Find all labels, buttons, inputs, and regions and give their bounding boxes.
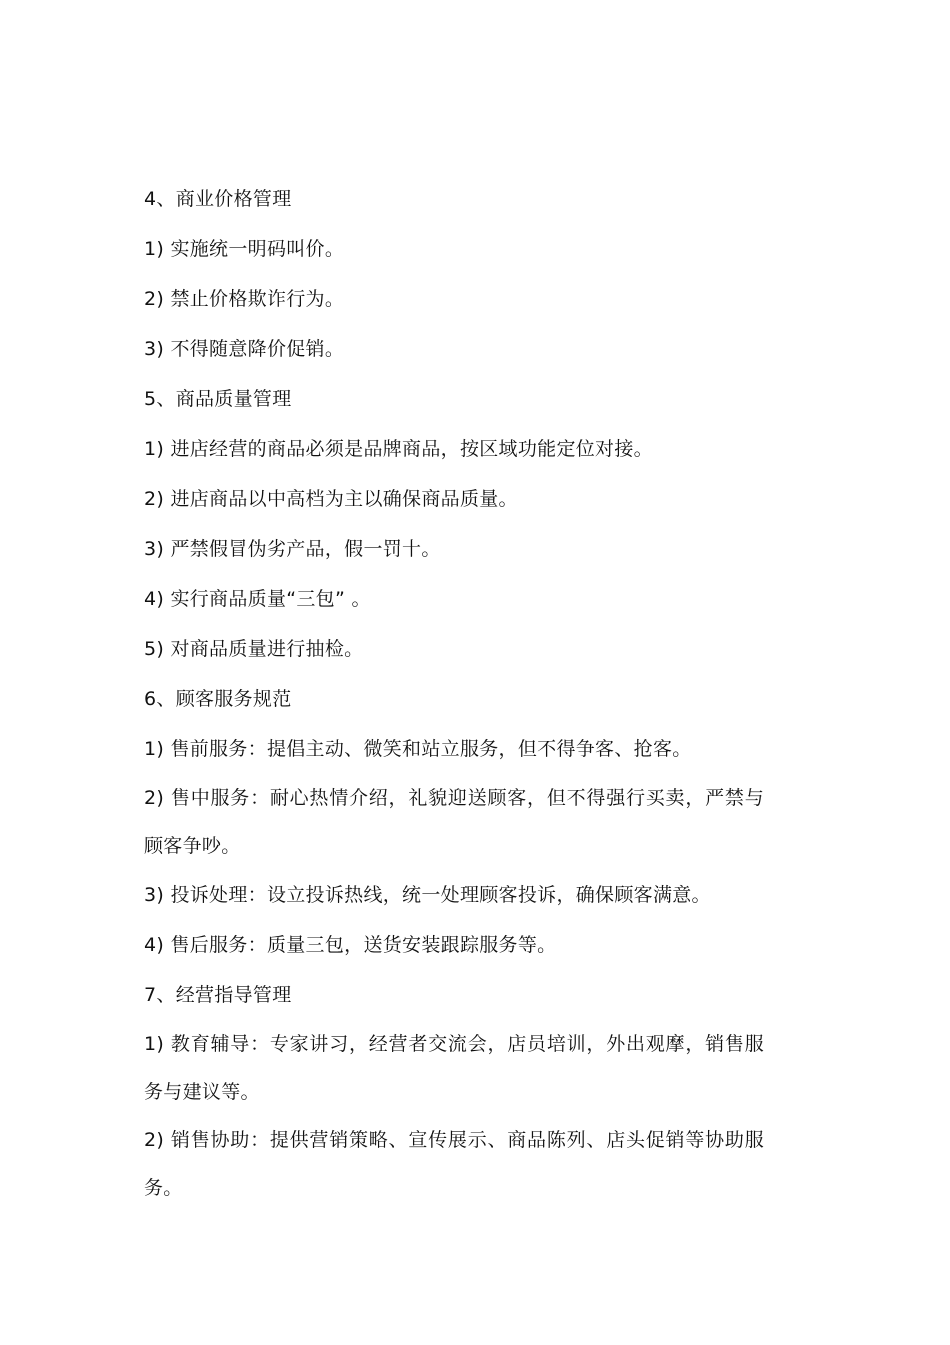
document-body [144, 174, 764, 1212]
list-item: 4) 售后服务：质量三包，送货安装跟踪服务等。 [144, 934, 557, 956]
list-item: 4) 实行商品质量“三包” 。 [144, 588, 371, 610]
list-item: 1) 实施统一明码叫价。 [144, 238, 345, 260]
list-item: 2) 销售协助：提供营销策略、宣传展示、商品陈列、店头促销等协助服务。 [144, 1129, 764, 1199]
section-heading-quality: 5、商品质量管理 [144, 388, 292, 410]
section-heading-guidance: 7、经营指导管理 [144, 984, 292, 1006]
list-item: 5) 对商品质量进行抽检。 [144, 638, 364, 660]
list-item: 2) 禁止价格欺诈行为。 [144, 288, 345, 310]
list-item: 1) 教育辅导：专家讲习，经营者交流会，店员培训，外出观摩，销售服务与建议等。 [144, 1033, 764, 1103]
list-item: 3) 投诉处理：设立投诉热线，统一处理顾客投诉，确保顾客满意。 [144, 884, 711, 906]
list-item: 3) 严禁假冒伪劣产品，假一罚十。 [144, 538, 441, 560]
list-item: 1) 进店经营的商品必须是品牌商品，按区域功能定位对接。 [144, 438, 653, 460]
list-item: 2) 进店商品以中高档为主以确保商品质量。 [144, 488, 518, 510]
section-heading-price: 4、商业价格管理 [144, 188, 292, 210]
list-item: 1) 售前服务：提倡主动、微笑和站立服务，但不得争客、抢客。 [144, 738, 692, 760]
section-heading-service: 6、顾客服务规范 [144, 688, 292, 710]
list-item: 2) 售中服务：耐心热情介绍，礼貌迎送顾客，但不得强行买卖，严禁与顾客争吵。 [144, 787, 764, 857]
list-item: 3) 不得随意降价促销。 [144, 338, 345, 360]
